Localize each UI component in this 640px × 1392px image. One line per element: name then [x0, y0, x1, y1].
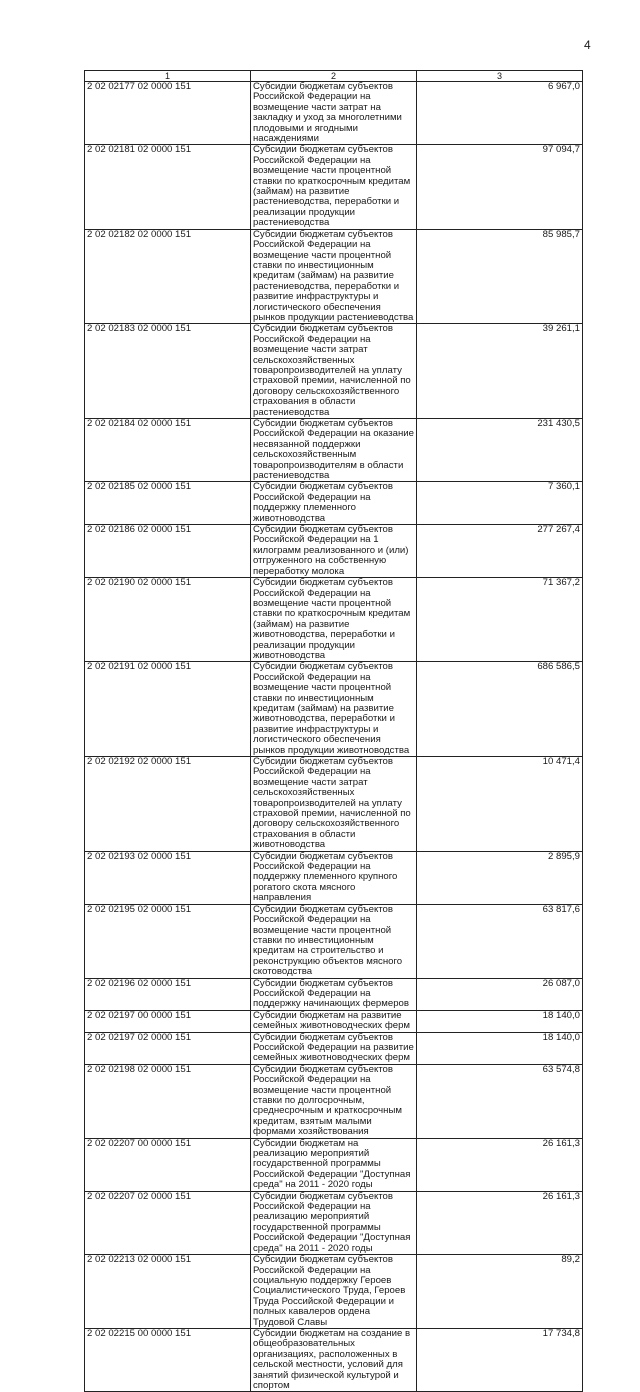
name-cell: Субсидии бюджетам субъектов Российской Федерации на развитие семейных животноводческих ферм	[251, 1032, 417, 1064]
code-cell: 2 02 02207 00 0000 151	[85, 1138, 251, 1191]
amount-cell: 97 094,7	[417, 145, 583, 229]
table-row	[85, 525, 583, 578]
table-row	[85, 419, 583, 482]
table-row	[85, 1138, 583, 1191]
name-cell: Субсидии бюджетам субъектов Российской Федерации на возмещение части процентной ставки по долгосрочным, среднесрочным и краткосрочным кредитам, взятым малыми формами хозяйствования	[251, 1064, 417, 1138]
table-header-row	[85, 71, 583, 82]
code-cell: 2 02 02196 02 0000 151	[85, 978, 251, 1010]
table-row	[85, 1328, 583, 1391]
amount-cell: 63 574,8	[417, 1064, 583, 1138]
table-row	[85, 1255, 583, 1329]
table-row	[85, 82, 583, 145]
column-header-amount: 3	[417, 71, 583, 82]
column-header-name: 2	[251, 71, 417, 82]
code-cell: 2 02 02184 02 0000 151	[85, 419, 251, 482]
amount-cell: 85 985,7	[417, 229, 583, 324]
table-row	[85, 757, 583, 852]
name-cell: Субсидии бюджетам субъектов Российской Федерации на 1 килограмм реализованного и (или) отгруженного на собственную переработку молока	[251, 525, 417, 578]
name-cell: Субсидии бюджетам субъектов Российской Федерации на возмещение части процентной ставки по краткосрочным кредитам (займам) на развитие растениеводства, переработки и реализации продукции растениеводства	[251, 145, 417, 229]
code-cell: 2 02 02198 02 0000 151	[85, 1064, 251, 1138]
amount-cell: 18 140,0	[417, 1032, 583, 1064]
code-cell: 2 02 02177 02 0000 151	[85, 82, 251, 145]
name-cell: Субсидии бюджетам субъектов Российской Федерации на возмещение части затрат на закладку и уход за многолетними плодовыми и ягодными насаждениями	[251, 82, 417, 145]
amount-cell: 10 471,4	[417, 757, 583, 852]
table-row	[85, 324, 583, 419]
name-cell: Субсидии бюджетам субъектов Российской Федерации на возмещение части процентной ставки по инвестиционным кредитам (займам) на развитие животноводства, переработки и развитие инфраструктуры и логистического обеспечения рынков продукции животноводства	[251, 662, 417, 757]
code-cell: 2 02 02185 02 0000 151	[85, 482, 251, 525]
table-row	[85, 578, 583, 662]
name-cell: Субсидии бюджетам субъектов Российской Федерации на поддержку племенного крупного рогатого скота мясного направления	[251, 851, 417, 904]
name-cell: Субсидии бюджетам на создание в общеобразовательных организациях, расположенных в сельской местности, условий для занятий физической культурой и спортом	[251, 1328, 417, 1391]
table-row	[85, 978, 583, 1010]
name-cell: Субсидии бюджетам субъектов Российской Федерации на оказание несвязанной поддержки сельскохозяйственным товаропроизводителям в области растениеводства	[251, 419, 417, 482]
amount-cell: 26 161,3	[417, 1191, 583, 1254]
amount-cell: 277 267,4	[417, 525, 583, 578]
name-cell: Субсидии бюджетам субъектов Российской Федерации на поддержку племенного животноводства	[251, 482, 417, 525]
amount-cell: 26 087,0	[417, 978, 583, 1010]
amount-cell: 2 895,9	[417, 851, 583, 904]
code-cell: 2 02 02192 02 0000 151	[85, 757, 251, 852]
amount-cell: 17 734,8	[417, 1328, 583, 1391]
table-row	[85, 1010, 583, 1032]
amount-cell: 7 360,1	[417, 482, 583, 525]
code-cell: 2 02 02181 02 0000 151	[85, 145, 251, 229]
code-cell: 2 02 02183 02 0000 151	[85, 324, 251, 419]
table-row	[85, 904, 583, 978]
name-cell: Субсидии бюджетам субъектов Российской Федерации на возмещение части процентной ставки по краткосрочным кредитам (займам) на развитие животноводства, переработки и реализации продукции животноводства	[251, 578, 417, 662]
amount-cell: 18 140,0	[417, 1010, 583, 1032]
table-row	[85, 1032, 583, 1064]
column-header-code: 1	[85, 71, 251, 82]
amount-cell: 26 161,3	[417, 1138, 583, 1191]
table-row	[85, 482, 583, 525]
code-cell: 2 02 02186 02 0000 151	[85, 525, 251, 578]
table-row	[85, 1064, 583, 1138]
amount-cell: 71 367,2	[417, 578, 583, 662]
name-cell: Субсидии бюджетам субъектов Российской Федерации на социальную поддержку Героев Социалистического Труда, Героев Труда Российской Федерации и полных кавалеров ордена Трудовой Славы	[251, 1255, 417, 1329]
table-row	[85, 851, 583, 904]
name-cell: Субсидии бюджетам субъектов Российской Федерации на реализацию мероприятий государственной программы Российской Федерации "Доступная среда" на 2011 - 2020 годы	[251, 1191, 417, 1254]
amount-cell: 6 967,0	[417, 82, 583, 145]
name-cell: Субсидии бюджетам на реализацию мероприятий государственной программы Российской Федерации "Доступная среда" на 2011 - 2020 годы	[251, 1138, 417, 1191]
name-cell: Субсидии бюджетам субъектов Российской Федерации на возмещение части процентной ставки по инвестиционным кредитам на строительство и реконструкцию объектов мясного скотоводства	[251, 904, 417, 978]
amount-cell: 63 817,6	[417, 904, 583, 978]
code-cell: 2 02 02213 02 0000 151	[85, 1255, 251, 1329]
name-cell: Субсидии бюджетам субъектов Российской Федерации на поддержку начинающих фермеров	[251, 978, 417, 1010]
budget-table	[84, 70, 583, 1392]
code-cell: 2 02 02215 00 0000 151	[85, 1328, 251, 1391]
amount-cell: 686 586,5	[417, 662, 583, 757]
code-cell: 2 02 02207 02 0000 151	[85, 1191, 251, 1254]
code-cell: 2 02 02197 02 0000 151	[85, 1032, 251, 1064]
table-row	[85, 662, 583, 757]
table-row	[85, 145, 583, 229]
amount-cell: 39 261,1	[417, 324, 583, 419]
name-cell: Субсидии бюджетам субъектов Российской Федерации на возмещение части затрат сельскохозяйственных товаропроизводителей на уплату страховой премии, начисленной по договору сельскохозяйственного страхования в области животноводства	[251, 757, 417, 852]
code-cell: 2 02 02190 02 0000 151	[85, 578, 251, 662]
page-number: 4	[584, 38, 591, 52]
code-cell: 2 02 02182 02 0000 151	[85, 229, 251, 324]
code-cell: 2 02 02191 02 0000 151	[85, 662, 251, 757]
amount-cell: 89,2	[417, 1255, 583, 1329]
table-row	[85, 229, 583, 324]
table-row	[85, 1191, 583, 1254]
code-cell: 2 02 02197 00 0000 151	[85, 1010, 251, 1032]
amount-cell: 231 430,5	[417, 419, 583, 482]
name-cell: Субсидии бюджетам на развитие семейных животноводческих ферм	[251, 1010, 417, 1032]
name-cell: Субсидии бюджетам субъектов Российской Федерации на возмещение части затрат сельскохозяйственных товаропроизводителей на уплату страховой премии, начисленной по договору сельскохозяйственного страхования в области растениеводства	[251, 324, 417, 419]
code-cell: 2 02 02195 02 0000 151	[85, 904, 251, 978]
name-cell: Субсидии бюджетам субъектов Российской Федерации на возмещение части процентной ставки по инвестиционным кредитам (займам) на развитие растениеводства, переработки и развитие инфраструктуры и логистического обеспечения рынков продукции растениеводства	[251, 229, 417, 324]
code-cell: 2 02 02193 02 0000 151	[85, 851, 251, 904]
